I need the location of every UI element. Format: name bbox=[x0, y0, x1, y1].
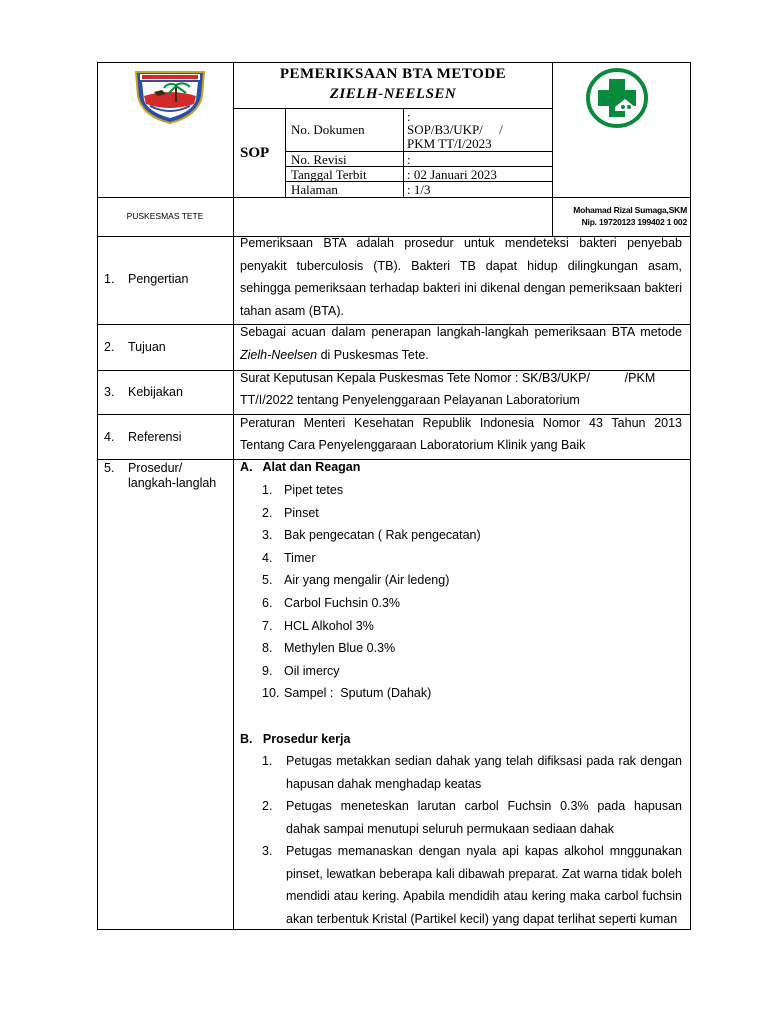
list-item: 2. Pinset bbox=[262, 505, 319, 520]
section-4-line1: Peraturan Menteri Kesehatan Republik Indonesia Nomor 43 Tahun 2013 bbox=[240, 416, 682, 430]
list-item: 1. Petugas metakkan sedian dahak yang telah difiksasi pada rak dengan hapusan dahak menghadap keatas bbox=[262, 754, 682, 791]
regional-emblem-logo bbox=[132, 66, 208, 126]
sop-label: SOP bbox=[240, 145, 270, 161]
section-2-text bbox=[240, 321, 682, 366]
doc-number-value-line2: PKM TT/I/2023 bbox=[407, 136, 492, 151]
section-1-label: Pengertian bbox=[128, 272, 189, 286]
list-item: 4. Timer bbox=[262, 550, 316, 565]
section-3-label: Kebijakan bbox=[128, 385, 183, 399]
section-2-label: Tujuan bbox=[128, 340, 166, 354]
list-item: 8. Methylen Blue 0.3% bbox=[262, 641, 396, 656]
document-title-line2: ZIELH-NEELSEN bbox=[329, 86, 457, 102]
list-item: 3. Petugas memanaskan dengan nyala api kapas alkohol mnggunakan pinset, lewatkan beberapa kali dibawah preparat. Zat warna tidak boleh mendidi atau kering. Apabila mendidih atau kering maka carbol fuchsin akan terbentuk Kristal (Partikel kecil) yang dapat terlihat seperti kuman bbox=[262, 844, 682, 926]
issue-date-label: Tanggal Terbit bbox=[291, 167, 367, 182]
revision-value: : bbox=[407, 152, 411, 167]
section-3-number: 3. bbox=[104, 385, 115, 399]
section-2-text-italic: Zielh-Neelsen bbox=[240, 347, 318, 362]
page-label: Halaman bbox=[291, 182, 338, 197]
tools-list bbox=[262, 479, 682, 705]
doc-number-label: No. Dokumen bbox=[291, 122, 365, 137]
section-4-label: Referensi bbox=[128, 430, 182, 444]
list-item: 9. Oil imercy bbox=[262, 663, 340, 678]
list-item: 6. Carbol Fuchsin 0.3% bbox=[262, 595, 401, 610]
page-value: : 1/3 bbox=[407, 182, 431, 197]
procedure-list bbox=[262, 750, 682, 930]
signer-name: Mohamad Rizal Sumaga,SKM bbox=[573, 205, 687, 215]
list-item: 10. Sampel : Sputum (Dahak) bbox=[262, 686, 432, 701]
section-3-line2: TT/I/2022 tentang Penyelenggaraan Pelayanan Laboratorium bbox=[240, 393, 580, 407]
list-item: 5. Air yang mengalir (Air ledeng) bbox=[262, 573, 450, 588]
issue-date-value: : 02 Januari 2023 bbox=[407, 167, 497, 182]
document-title-line1: PEMERIKSAAN BTA METODE bbox=[279, 66, 507, 82]
signer-nip: Nip. 19720123 199402 1 002 bbox=[581, 217, 687, 227]
list-item: 3. Bak pengecatan ( Rak pengecatan) bbox=[262, 528, 481, 543]
section-4-number: 4. bbox=[104, 430, 115, 444]
doc-number-value-line1: SOP/B3/UKP/ / bbox=[407, 122, 503, 137]
section-5-number: 5. bbox=[104, 461, 115, 475]
section-3-line1: Surat Keputusan Kepala Puskesmas Tete Nomor : SK/B3/UKP/ /PKM bbox=[240, 371, 656, 385]
section-1-text: Pemeriksaan BTA adalah prosedur untuk mendeteksi bakteri penyebab penyakit tuberculosis (TB). Bakteri TB dapat hidup dilingkungan asam, sehingga pemeriksaan terhadap bakteri ini dikenal dengan pemeriksaan bakteri tahan asam (BTA). bbox=[240, 236, 682, 318]
section-4-line2: Tentang Cara Penyelenggaraan Laboratorium Klinik yang Baik bbox=[240, 438, 586, 452]
section-2-text-b: di Puskesmas Tete. bbox=[317, 347, 429, 362]
section-2-number: 2. bbox=[104, 340, 115, 354]
revision-label: No. Revisi bbox=[291, 152, 347, 167]
section-2-text-a: Sebagai acuan dalam penerapan langkah-langkah pemeriksaan BTA metode bbox=[240, 325, 682, 339]
org-name: PUSKESMAS TETE bbox=[126, 211, 204, 221]
puskesmas-cross-logo bbox=[585, 67, 649, 129]
list-item: 1. Pipet tetes bbox=[262, 483, 344, 497]
section-5-label-line1: Prosedur/ bbox=[128, 461, 183, 475]
section-5-label-line2: langkah-langlah bbox=[128, 476, 217, 490]
list-item: 2. Petugas meneteskan larutan carbol Fuchsin 0.3% pada hapusan dahak sampai menutupi seluruh permukaan sediaan dahak bbox=[262, 799, 682, 836]
procedure-heading: B. Prosedur kerja bbox=[240, 732, 351, 746]
section-1-number: 1. bbox=[104, 272, 115, 286]
tools-heading: A. Alat dan Reagan bbox=[240, 460, 361, 474]
doc-number-colon: : bbox=[407, 109, 411, 124]
list-item: 7. HCL Alkohol 3% bbox=[262, 618, 374, 633]
